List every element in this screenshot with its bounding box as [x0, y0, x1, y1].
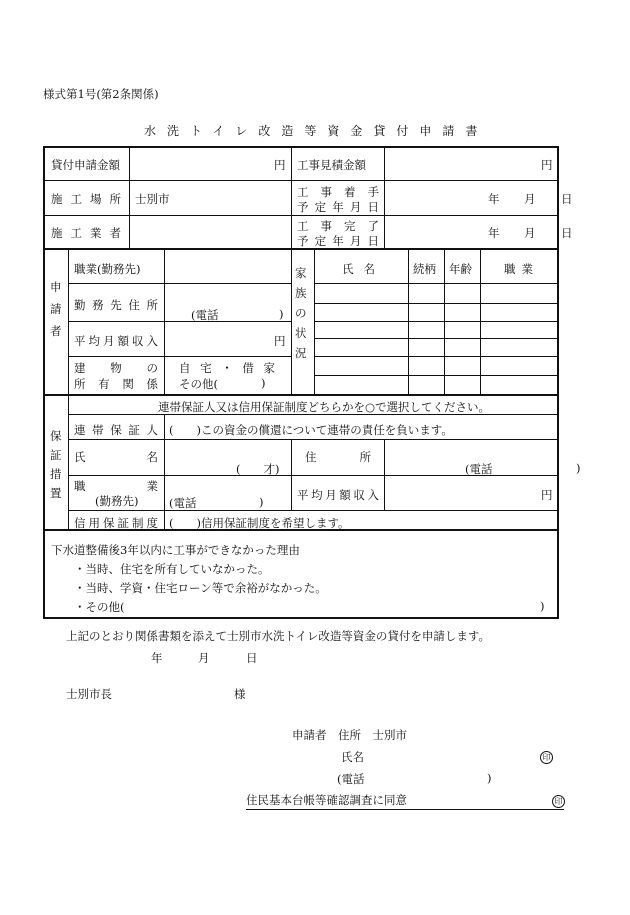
footer-day: 日 — [246, 651, 258, 665]
mayor-sama: 様 — [234, 687, 246, 701]
guarantor-name-label: 氏 名 — [74, 450, 158, 464]
finish-label-2: 予 定 年 月 日 — [297, 234, 379, 248]
estimate-yen: 円 — [541, 158, 553, 172]
reason-item-1[interactable]: ・当時、住宅を所有していなかった。 — [74, 562, 270, 576]
guarantee-section-label: 保 証 措 置 — [50, 429, 62, 500]
building-label-1: 建 物 の — [74, 361, 158, 375]
finish-label-1: 工 事 完 了 — [297, 219, 379, 233]
footer-month: 月 — [198, 651, 210, 665]
guarantor-phone[interactable]: (電話 — [465, 462, 493, 476]
family-col-occupation: 職業 — [504, 262, 539, 276]
family-col-relation: 続柄 — [413, 262, 436, 276]
contractor-field[interactable] — [129, 218, 291, 246]
ownership-other-close: ) — [261, 376, 266, 390]
credit-select[interactable]: ( )信用保証制度を希望します。 — [169, 516, 350, 530]
guarantor-income-yen: 円 — [541, 488, 553, 502]
guarantor-address-label: 住 所 — [305, 450, 371, 464]
guarantor-workplace-phone-close: ) — [259, 495, 264, 509]
finish-day: 日 — [561, 226, 573, 240]
applicant-address[interactable]: 申請者 住所 士別市 — [292, 728, 407, 742]
reason-item-3-close: ) — [540, 599, 545, 613]
guarantor-occupation-label-2: (勤務先) — [95, 494, 139, 508]
start-year: 年 — [488, 192, 500, 206]
workplace-phone-close: ) — [279, 307, 284, 321]
workplace-phone[interactable]: (電話 — [191, 308, 219, 322]
reason-title: 下水道整備後3年以内に工事ができなかった理由 — [51, 543, 300, 557]
applicant-section-label: 申 請 者 — [50, 280, 62, 338]
estimate-field[interactable] — [384, 152, 559, 176]
guarantee-instruction: 連帯保証人又は信用保証制度どちらかを○で選択してください。 — [158, 400, 491, 414]
contractor-label: 施 工 業 者 — [51, 226, 121, 240]
estimate-label: 工事見積金額 — [297, 158, 366, 172]
guarantor-occupation-label-1: 職 業 — [74, 479, 158, 493]
footer-year: 年 — [151, 651, 163, 665]
ownership-options[interactable]: 自 宅 ・ 借 家 — [179, 361, 275, 375]
statement: 上記のとおり関係書類を添えて士別市水洗トイレ改造等資金の貸付を申請します。 — [66, 629, 491, 643]
guarantor-workplace-phone[interactable]: (電話 — [169, 496, 197, 510]
occupation-field[interactable] — [164, 250, 291, 282]
family-col-name: 氏名 — [342, 262, 385, 276]
start-label-2: 予 定 年 月 日 — [297, 200, 379, 214]
guarantor-label: 連 帯 保 証 人 — [74, 423, 158, 437]
site-label: 施 工 場 所 — [51, 192, 121, 206]
site-value[interactable]: 士別市 — [135, 192, 170, 206]
reason-item-2[interactable]: ・当時、学資・住宅ローン等で余裕がなかった。 — [74, 581, 327, 595]
guarantor-phone-close: ) — [576, 461, 581, 475]
start-day: 日 — [561, 192, 573, 206]
guarantor-age[interactable]: ( 才) — [236, 462, 280, 476]
start-label-1: 工 事 着 手 — [297, 185, 379, 199]
consent-text: 住民基本台帳等確認調査に同意 — [246, 793, 407, 807]
credit-label: 信 用 保 証 制 度 — [74, 516, 158, 530]
applicant-phone-label[interactable]: (電話 — [337, 772, 365, 786]
ownership-other[interactable]: その他( — [179, 377, 218, 391]
family-col-age: 年齢 — [449, 262, 472, 276]
mayor-label: 士別市長 — [66, 687, 112, 701]
seal-icon: 印 — [540, 749, 553, 764]
family-label: 家 族 の 状 況 — [295, 266, 307, 360]
form-title: 水洗トイレ改造等資金貸付申請書 — [144, 124, 489, 138]
consent-seal-icon: 印 — [552, 793, 565, 808]
workplace-label: 勤 務 先 住 所 — [74, 298, 158, 312]
finish-month: 月 — [524, 226, 536, 240]
income-yen: 円 — [274, 334, 286, 348]
applicant-phone-close: ) — [487, 771, 492, 785]
loan-amount-label: 貸付申請金額 — [51, 158, 120, 172]
occupation-label: 職業(勤務先) — [74, 262, 141, 276]
income-label: 平 均 月 額 収 入 — [74, 334, 158, 348]
finish-year: 年 — [488, 226, 500, 240]
consent-line[interactable] — [246, 792, 564, 810]
building-label-2: 所 有 関 係 — [74, 377, 158, 391]
guarantor-select[interactable]: ( )この資金の償還について連帯の責任を負います。 — [169, 423, 453, 437]
reason-item-3[interactable]: ・その他( — [74, 600, 125, 614]
start-month: 月 — [524, 192, 536, 206]
loan-amount-yen: 円 — [274, 158, 286, 172]
application-form — [43, 146, 581, 619]
applicant-name-label: 氏名 — [341, 750, 364, 764]
form-number: 様式第1号(第2条関係) — [43, 87, 159, 101]
loan-amount-field[interactable] — [129, 152, 291, 176]
guarantor-income-label: 平 均 月 額 収 入 — [297, 488, 379, 502]
